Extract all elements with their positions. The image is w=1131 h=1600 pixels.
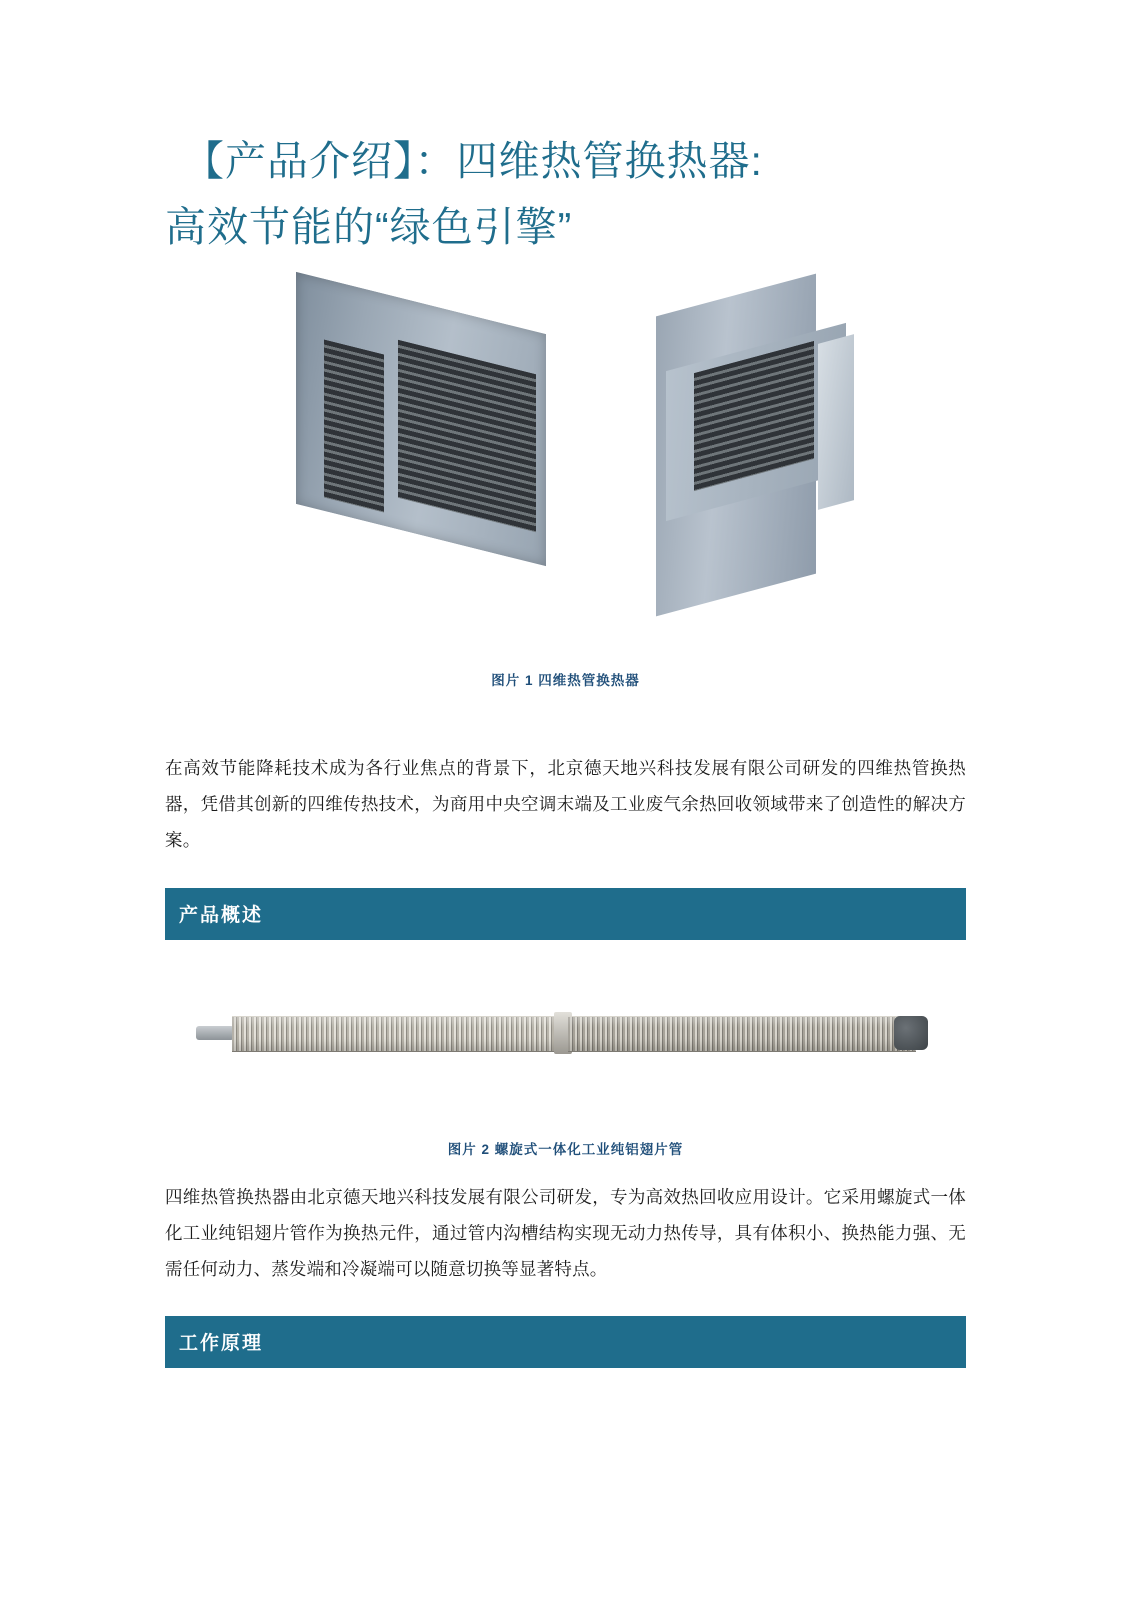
tube-fin-section-left (232, 1016, 562, 1052)
title-line-1: 【产品介绍】：四维热管换热器: (183, 138, 763, 184)
section-heading-overview: 产品概述 (165, 888, 966, 940)
figure-2-caption: 图片 2 螺旋式一体化工业纯铝翅片管 (447, 1142, 684, 1158)
section-heading-principle: 工作原理 (165, 1316, 966, 1368)
tube-left-end (196, 1026, 234, 1040)
overview-paragraph: 四维热管换热器由北京德天地兴科技发展有限公司研发，专为高效热回收应用设计。它采用螺旋式一体化工业纯铝翅片管作为换热元件，通过管内沟槽结构实现无动力热传导，具有体积小、换热能力强、无需任何动力、蒸发端和冷凝端可以随意切换等显著特点。 (165, 1187, 966, 1280)
figure-1 (165, 295, 966, 689)
tube-fin-section-right (568, 1016, 916, 1052)
page-title (165, 0, 966, 261)
fin-bank-left (324, 339, 384, 512)
duct-end-cap (818, 334, 854, 510)
figure-1-caption: 图片 1 四维热管换热器 (491, 672, 640, 688)
tube-right-end-cap (894, 1016, 928, 1050)
intro-paragraph: 在高效节能降耗技术成为各行业焦点的背景下，北京德天地兴科技发展有限公司研发的四维热管换热器，凭借其创新的四维传热技术，为商用中央空调末端及工业废气余热回收领域带来了创造性的解决方案。 (165, 757, 966, 850)
title-line-2: 高效节能的“绿色引擎” (165, 204, 573, 251)
heat-exchanger-image (286, 295, 846, 635)
finned-tube-image (186, 976, 946, 1096)
figure-2 (165, 976, 966, 1158)
